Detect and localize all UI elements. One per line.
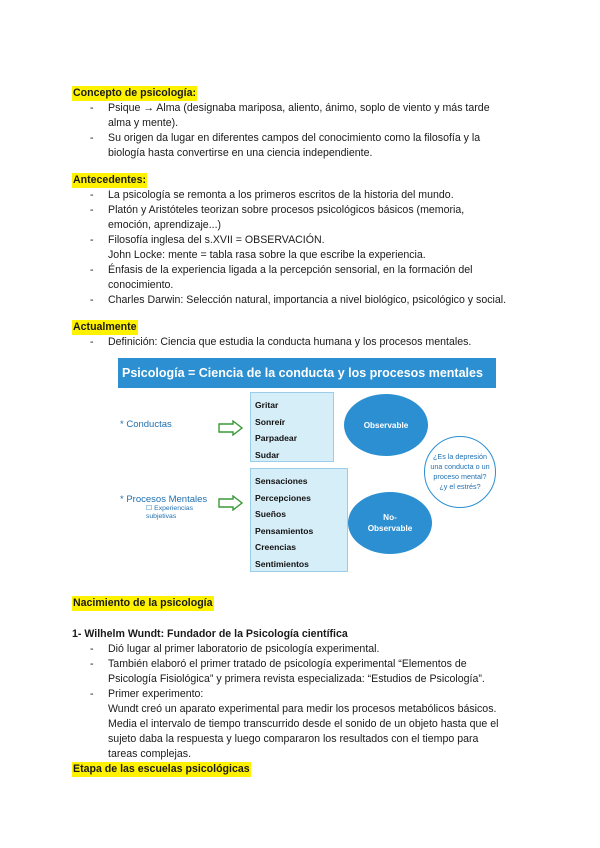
heading-wundt: 1- Wilhelm Wundt: Fundador de la Psicología científica (72, 628, 348, 640)
list-item-text: conocimiento. (108, 279, 174, 291)
observable-text: Observable (363, 420, 409, 430)
list-item-text: Media el intervalo de tiempo transcurrido desde el sonido de un objeto hasta que el (108, 718, 499, 730)
list-concepto (72, 101, 532, 161)
experiencias-text: Experiencias subjetivas (146, 505, 194, 520)
section-wundt (72, 627, 532, 762)
proceso-item: Sentimientos (255, 558, 309, 569)
list-item-text: - Platón y Aristóteles teorizan sobre procesos psicológicos básicos (memoria, (108, 204, 465, 216)
list-item-text: - Definición: Ciencia que estudia la conducta humana y los procesos mentales. (108, 336, 472, 348)
bullet-icon: * (120, 419, 124, 430)
conducta-item: Gritar (255, 400, 279, 410)
heading-nacimiento: Nacimiento de la psicología (73, 597, 213, 609)
section-etapa (72, 762, 532, 777)
list-item (72, 687, 532, 762)
no-observable-ellipse (348, 492, 432, 554)
procesos-label-text: Procesos Mentales (126, 494, 208, 505)
section-concepto (72, 86, 532, 161)
list-item (72, 131, 532, 161)
conductas-label (120, 417, 172, 432)
list-item-text: tareas complejas. (108, 748, 192, 760)
list-item-text: - Charles Darwin: Selección natural, importancia a nivel biológico, psicológico y social. (108, 294, 507, 306)
list-item-text: biología hasta convertirse en una ciencia independiente. (108, 147, 373, 159)
list-antecedentes (72, 188, 532, 308)
list-item (72, 263, 532, 293)
list-item-text: Psicología Fisiológica” y primera revista especializada: “Estudios de Psicología”. (108, 673, 485, 685)
list-item-text: - También elaboró el primer tratado de psicología experimental “Elementos de (108, 658, 467, 670)
procesos-box (250, 468, 348, 572)
list-item-text: - Filosofía inglesa del s.XVII = OBSERVACIÓN. (108, 234, 325, 246)
question-text: ¿Es la depresión una conducta o un proceso mental? ¿y el estrés? (430, 452, 490, 491)
conductas-label-text: Conductas (126, 419, 172, 430)
observable-ellipse (344, 394, 428, 456)
question-ellipse (424, 436, 496, 508)
list-item-text: - La psicología se remonta a los primeros escritos de la historia del mundo. (108, 189, 454, 201)
proceso-item: Percepciones (255, 492, 311, 503)
proceso-item: Creencias (255, 542, 297, 552)
list-item-text: Wundt creó un aparato experimental para medir los procesos metabólicos básicos. (108, 703, 497, 715)
arrow-right-icon (218, 495, 244, 511)
list-wundt (72, 642, 532, 762)
list-item-text: - Primer experimento: (108, 688, 204, 700)
list-item-text: John Locke: mente = tabla rasa sobre la que escribe la experiencia. (108, 249, 426, 261)
proceso-item: Sueños (255, 509, 287, 519)
list-item (72, 642, 532, 657)
heading-antecedentes: Antecedentes: (73, 174, 146, 186)
list-item (72, 101, 532, 131)
list-item-text: - Su origen da lugar en diferentes campos del conocimiento como la filosofía y la (108, 132, 481, 144)
list-item-text: - Psique → Alma (designaba mariposa, aliento, ánimo, soplo de viento y más tarde (108, 102, 490, 114)
section-antecedentes (72, 173, 532, 308)
heading-concepto: Concepto de psicología: (73, 87, 197, 99)
list-item-text: sujeto daba la respuesta y luego compararon los resultados con el tiempo para (108, 733, 479, 745)
arrow-right-icon (218, 420, 244, 436)
section-nacimiento (72, 596, 532, 611)
bullet-icon: * (120, 494, 124, 505)
list-item (72, 203, 532, 233)
document-page (72, 86, 532, 777)
list-item-text: - Énfasis de la experiencia ligada a la percepción sensorial, en la formación del (108, 264, 473, 276)
list-item-text: emoción, aprendizaje...) (108, 219, 222, 231)
conducta-item: Sonreír (255, 416, 286, 427)
list-item-text: - Dió lugar al primer laboratorio de psicología experimental. (108, 643, 380, 655)
list-item (72, 188, 532, 203)
conducta-item: Sudar (255, 449, 280, 460)
psychology-diagram (118, 358, 496, 578)
conductas-box (250, 392, 334, 462)
list-item (72, 657, 532, 687)
list-item (72, 335, 532, 350)
list-item (72, 293, 532, 308)
conducta-item: Parpadear (255, 433, 298, 443)
heading-etapa: Etapa de las escuelas psicológicas (73, 763, 250, 775)
list-item (72, 233, 532, 263)
experiencias-label (146, 505, 196, 521)
no-observable-text: No-Observable (367, 513, 413, 533)
list-item-text: alma y mente). (108, 117, 179, 129)
list-actualmente (72, 335, 532, 350)
checkbox-icon: ☐ (146, 505, 153, 512)
diagram-title: Psicología = Ciencia de la conducta y los procesos mentales (118, 358, 496, 388)
section-actualmente (72, 320, 532, 578)
proceso-item: Pensamientos (255, 525, 314, 536)
proceso-item: Sensaciones (255, 476, 308, 486)
heading-actualmente: Actualmente (73, 321, 137, 333)
